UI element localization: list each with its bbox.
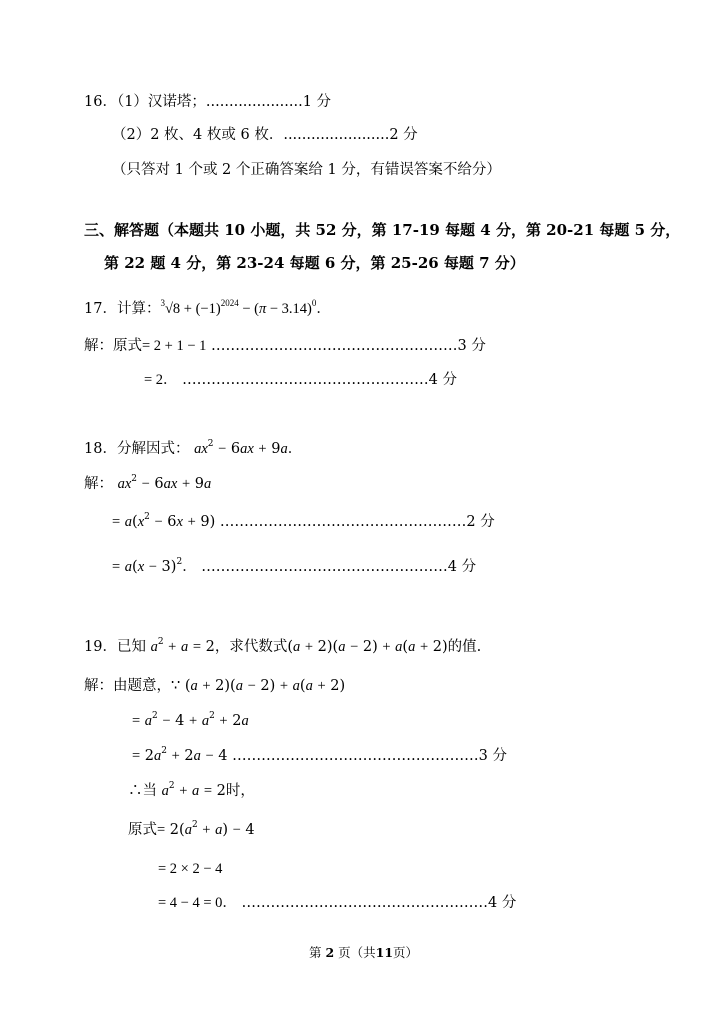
q19-step3: 原式= $2(a^2 + a) - 4$ [128,820,255,838]
q19-solution-label: 解：由题意， [84,678,171,694]
q19-step5: = 4 − 4 = 0． ……………………………………………4 分 [158,895,517,911]
q18-step1: = $a(x^2 - 6x + 9)$ ……………………………………………2 分 [112,512,495,530]
q17-score1: ……………………………………………3 分 [211,338,486,354]
q19-step4: = 2 × 2 − 4 [158,861,223,877]
q17-step2 [144,370,457,390]
footer-page-number: 2 [325,945,335,960]
q18-solution-label: 解： [84,476,113,492]
q18-step2: = $a(x - 3)^2$． ……………………………………………4 分 [112,557,477,575]
q19-step2: = $2a^2 + 2a - 4$ ……………………………………………3 分 [132,746,507,764]
q17-score2: ……………………………………………4 分 [182,372,458,388]
q19-step0: 解：由题意，∵ (a + 2)(a − 2) + a(a + 2) [84,678,346,694]
q17-expr2: = 2． [144,372,178,388]
q19-yuanshi: 原式 [128,822,157,838]
q17-prefix: 17．计算： [84,301,161,317]
q19-when-post: 时， [225,783,255,799]
section3-heading-line2: 第 22 题 4 分，第 23-24 每题 6 分，第 25-26 每题 7 分） [104,254,525,272]
q19-score1: ……………………………………………3 分 [232,748,507,764]
q19-when: ∴当 $a^2 + a = 2$时， [128,781,255,799]
q18-score1: ……………………………………………2 分 [219,514,495,530]
q19-question: 19．已知 $a^2 + a = 2$，求代数式(a + 2)(a − 2) + a(a + 2)的值. [84,637,482,655]
q19-mid: ，求代数式 [214,639,288,655]
q18-question: 18．分解因式： $ax^2 - 6ax + 9a$． [84,439,303,457]
q19-step1: = $a^2 - 4 + a^2 + 2a$ [132,711,249,729]
q17-question: 17．计算：$^3√8 + (-1)^{2024} - (\pi - 3.14)^0$． [84,298,331,317]
footer-post: 页） [393,945,419,960]
q16-note: （只答对 1 个或 2 个正确答案给 1 分，有错误答案不给分） [112,162,501,178]
section3-heading-line1: 三、解答题（本题共 10 小题，共 52 分，第 17-19 每题 4 分，第 20-21 每题 5 分， [84,221,681,239]
q16-line1: 16．（1）汉诺塔；.....................1 分 [84,94,332,110]
q17-expr1: = 2 + 1 − 1 [142,338,207,354]
q19-end: 的值. [447,639,482,655]
q19-score2: ……………………………………………4 分 [241,895,517,911]
footer-pre: 第 [308,945,322,960]
q18-prefix: 18．分解因式： [84,441,190,457]
page-footer [0,943,727,963]
q19-when-pre: ∴当 [128,783,157,799]
q17-step1 [84,336,486,356]
q16-line2: （2）2 枚、4 枚或 6 枚．.......................2 分 [112,127,418,143]
q19-prefix: 19．已知 [84,639,146,655]
q18-score2: ……………………………………………4 分 [201,559,477,575]
footer-total-pages: 11 [375,945,394,960]
q17-solution-label: 解：原式 [84,338,142,354]
q18-step0: 解： $ax^2 - 6ax + 9a$ [84,474,212,492]
footer-mid: 页（共 [338,945,376,960]
